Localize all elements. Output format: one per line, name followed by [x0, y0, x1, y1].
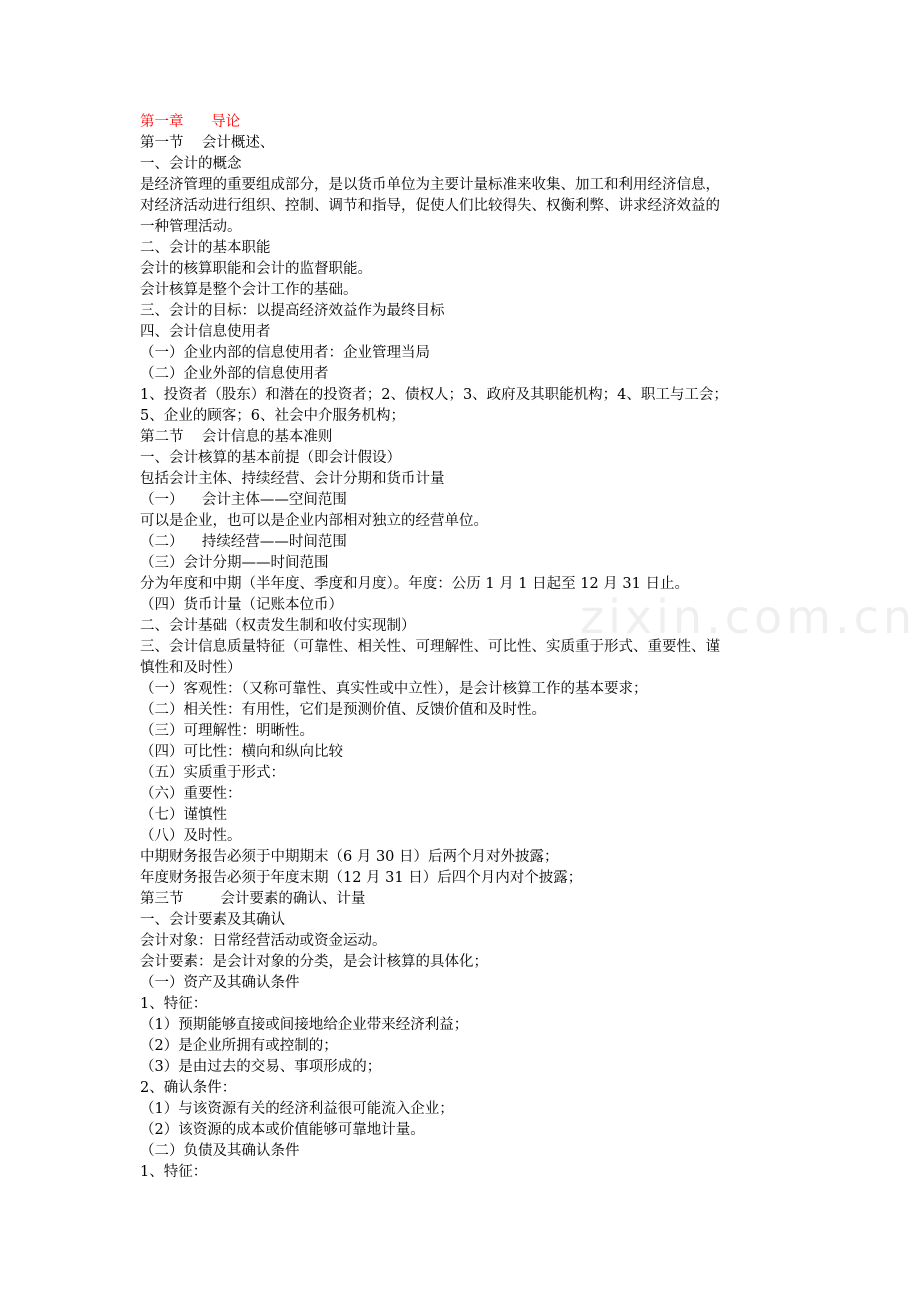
list-item: （一） 会计主体——空间范围 [140, 492, 347, 508]
subheading: 四、会计信息使用者 [140, 324, 271, 340]
paragraph-line: 1、投资者（股东）和潜在的投资者；2、债权人；3、政府及其职能机构；4、职工与工会； [140, 387, 728, 403]
paragraph-line: 分为年度和中期（半年度、季度和月度）。年度：公历 1 月 1 日起至 12 月 31 日止。 [140, 576, 689, 592]
paragraph-line: 是经济管理的重要组成部分，是以货币单位为主要计量标准来收集、加工和利用经济信息， [140, 177, 720, 193]
list-item: （八）及时性。 [140, 828, 242, 844]
subheading: 二、会计基础（权责发生制和收付实现制） [140, 618, 416, 634]
list-item: （四）可比性：横向和纵向比较 [140, 744, 343, 760]
paragraph-line: 年度财务报告必须于年度末期（12 月 31 日）后四个月内对个披露； [140, 870, 583, 886]
paragraph-line: 对经济活动进行组织、控制、调节和指导，促使人们比较得失、权衡利弊、讲求经济效益的 [140, 198, 720, 214]
list-item: （六）重要性： [140, 786, 242, 802]
section-heading: 第三节 会计要素的确认、计量 [140, 891, 366, 907]
subheading: 三、会计的目标：以提高经济效益作为最终目标 [140, 303, 445, 319]
subheading: 三、会计信息质量特征（可靠性、相关性、可理解性、可比性、实质重于形式、重要性、谨 [140, 639, 720, 655]
paragraph-line: 一种管理活动。 [140, 219, 242, 235]
list-item: 1、特征： [140, 996, 208, 1012]
list-item: （一）企业内部的信息使用者：企业管理当局 [140, 345, 430, 361]
watermark: zixin.com.cn [580, 590, 917, 644]
list-item: （二）相关性：有用性，它们是预测价值、反馈价值和及时性。 [140, 702, 546, 718]
list-item: （一）资产及其确认条件 [140, 975, 300, 991]
subheading: 一、会计核算的基本前提（即会计假设） [140, 450, 401, 466]
list-item: （二）负债及其确认条件 [140, 1143, 300, 1159]
list-item: （七）谨慎性 [140, 807, 227, 823]
list-item: （二）企业外部的信息使用者 [140, 366, 329, 382]
list-item: （二） 持续经营——时间范围 [140, 534, 347, 550]
paragraph-line: 会计对象：日常经营活动或资金运动。 [140, 933, 387, 949]
list-item: （一）客观性：（又称可靠性、真实性或中立性），是会计核算工作的基本要求； [140, 681, 648, 697]
paragraph-line: 会计要素：是会计对象的分类，是会计核算的具体化； [140, 954, 488, 970]
list-item: （2）该资源的成本或价值能够可靠地计量。 [140, 1122, 425, 1138]
paragraph-line: 中期财务报告必须于中期期末（6 月 30 日）后两个月对外披露； [140, 849, 559, 865]
list-item: 1、特征： [140, 1164, 208, 1180]
paragraph-line: 慎性和及时性） [140, 660, 242, 676]
paragraph-line: 5、企业的顾客；6、社会中介服务机构； [140, 408, 405, 424]
section-heading: 第一节 会计概述、 [140, 135, 275, 151]
list-item: 2、确认条件： [140, 1080, 237, 1096]
list-item: （四）货币计量（记账本位币） [140, 597, 343, 613]
subheading: 一、会计的概念 [140, 156, 242, 172]
list-item: （五）实质重于形式： [140, 765, 285, 781]
section-heading: 第二节 会计信息的基本准则 [140, 429, 333, 445]
list-item: （三）会计分期——时间范围 [140, 555, 329, 571]
document-body [140, 112, 800, 1183]
list-item: （1）预期能够直接或间接地给企业带来经济利益； [140, 1017, 469, 1033]
paragraph-line: 包括会计主体、持续经营、会计分期和货币计量 [140, 471, 445, 487]
list-item: （2）是企业所拥有或控制的； [140, 1038, 338, 1054]
list-item: （1）与该资源有关的经济利益很可能流入企业； [140, 1101, 454, 1117]
list-item: （三）可理解性：明晰性。 [140, 723, 314, 739]
subheading: 一、会计要素及其确认 [140, 912, 285, 928]
paragraph-line: 会计的核算职能和会计的监督职能。 [140, 261, 372, 277]
subheading: 二、会计的基本职能 [140, 240, 271, 256]
chapter-heading: 第一章 导论 [140, 114, 241, 130]
paragraph-line: 可以是企业，也可以是企业内部相对独立的经营单位。 [140, 513, 488, 529]
paragraph-line: 会计核算是整个会计工作的基础。 [140, 282, 358, 298]
list-item: （3）是由过去的交易、事项形成的； [140, 1059, 382, 1075]
